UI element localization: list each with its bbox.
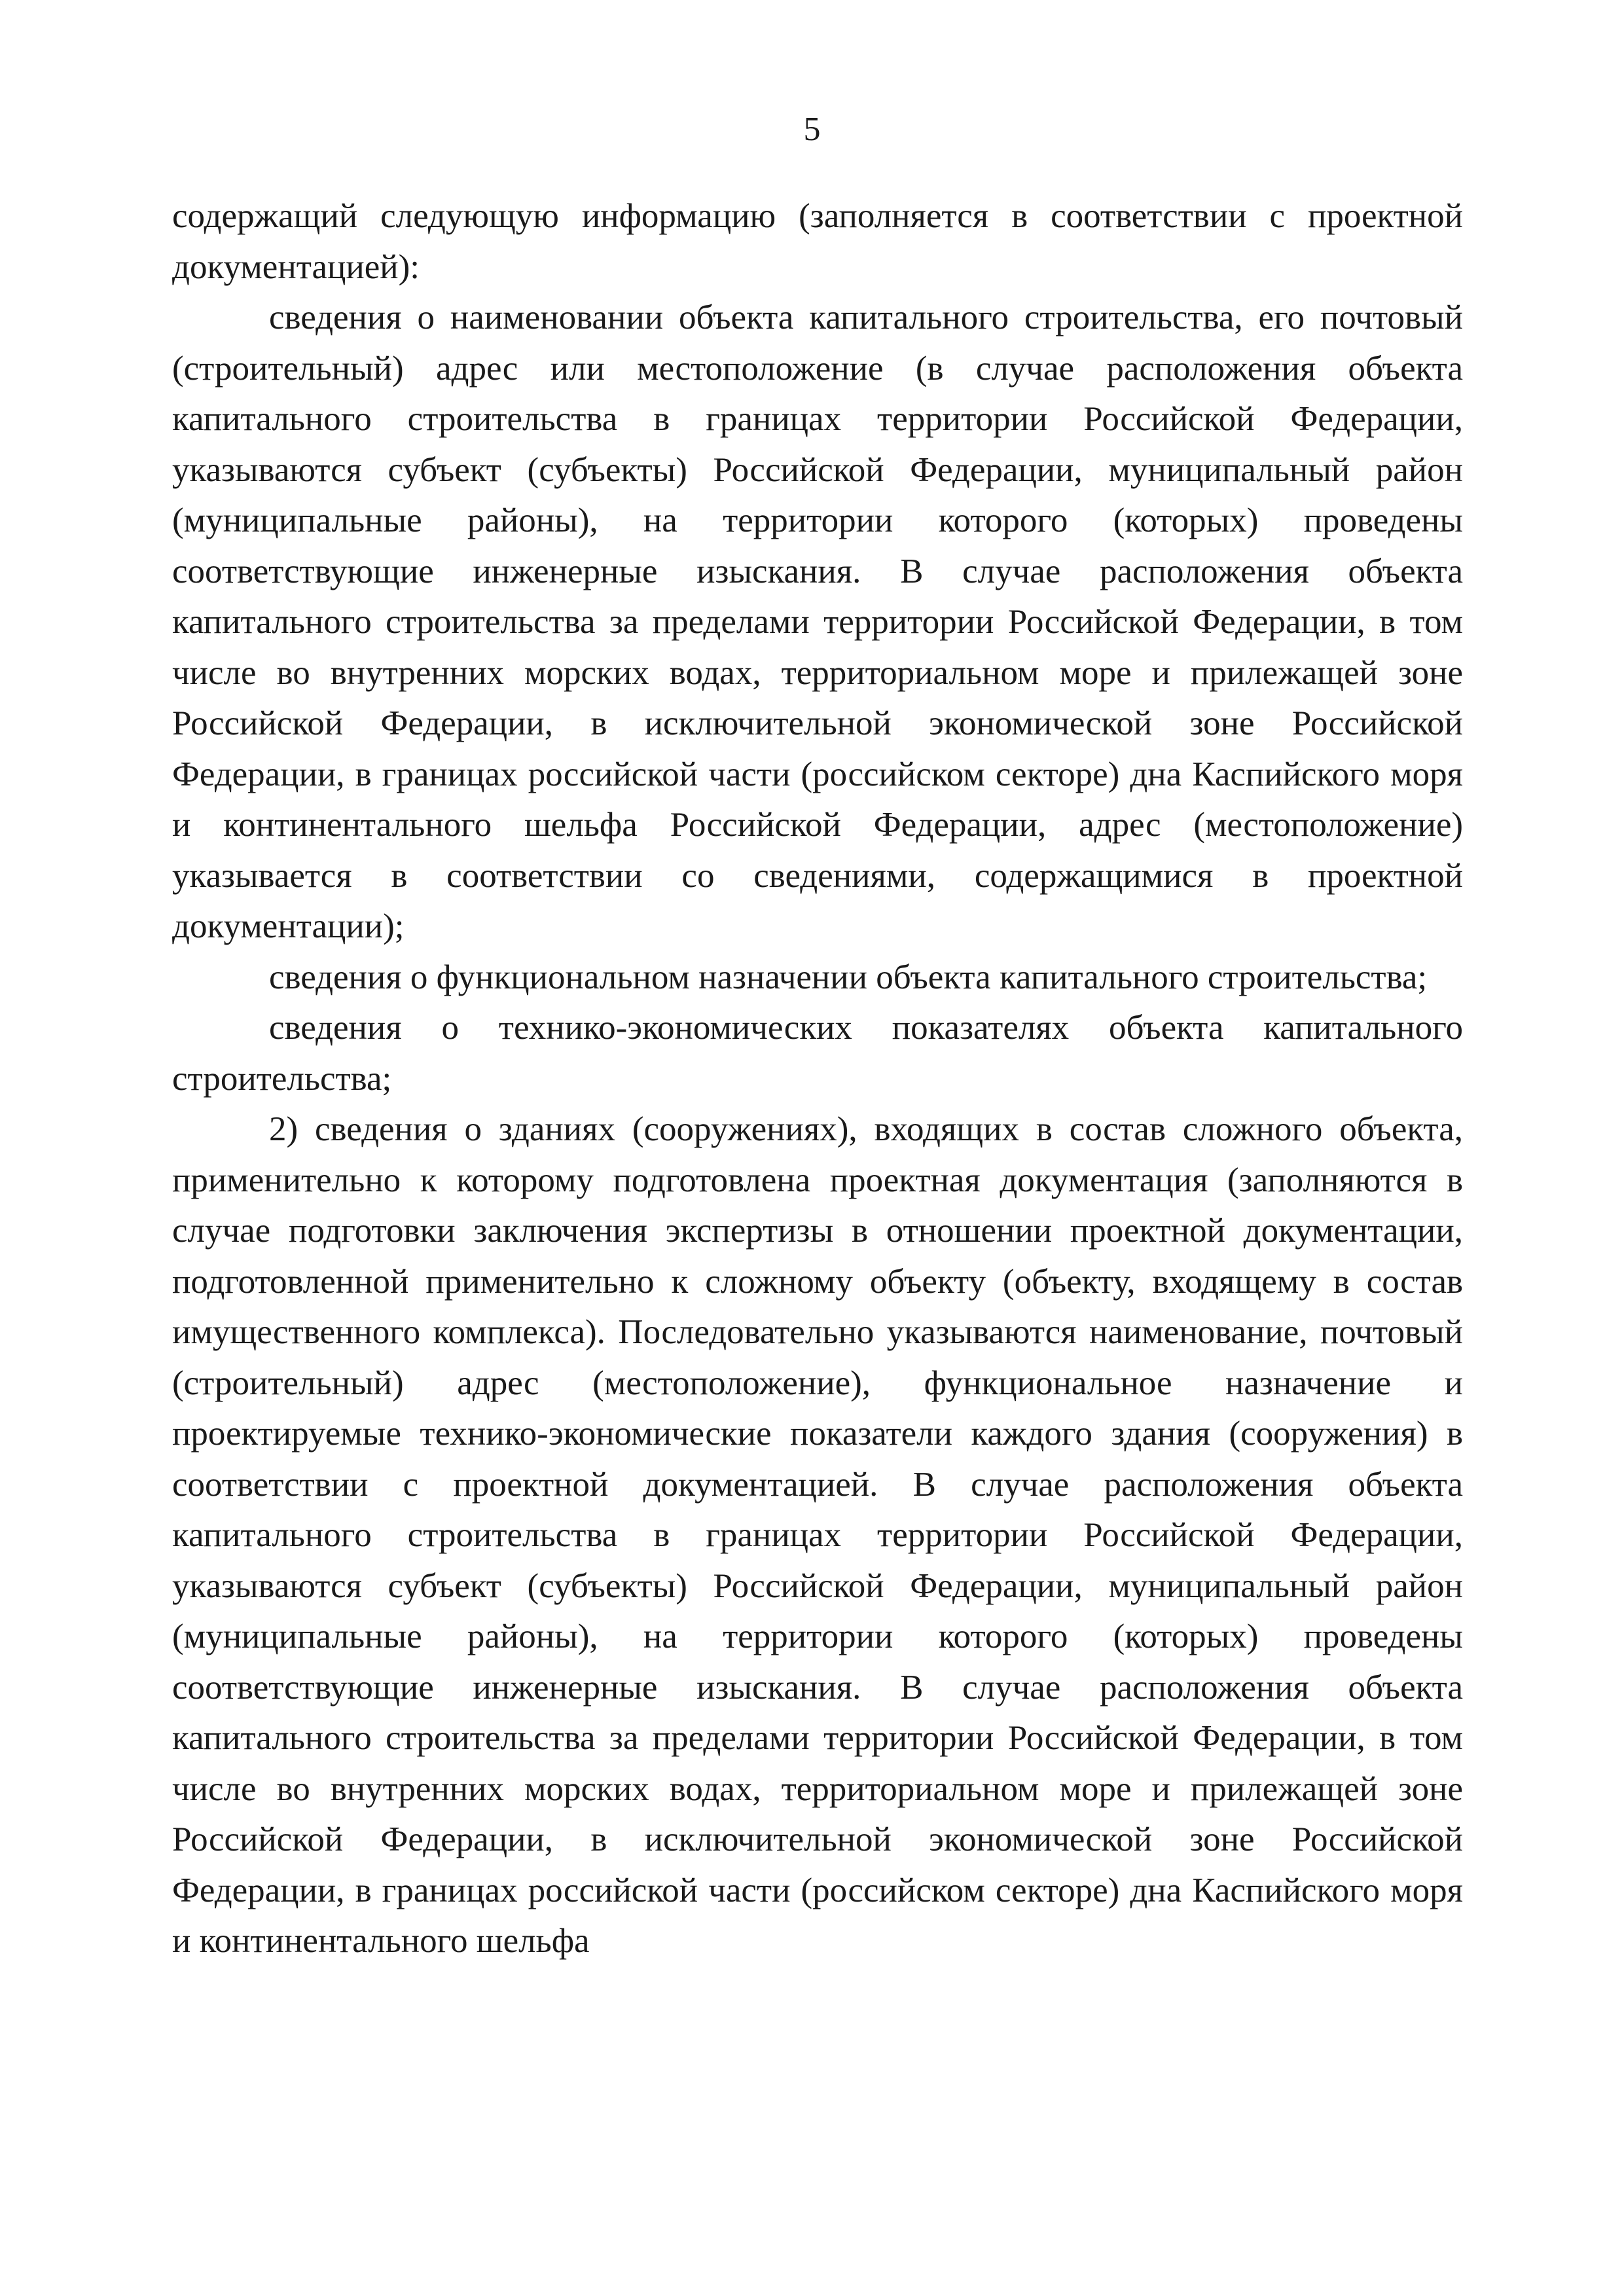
paragraph-functional-purpose: сведения о функциональном назначении объекта капитального строительства; bbox=[269, 958, 1428, 996]
page-number: 5 bbox=[803, 111, 821, 148]
paragraph-intro: содержащий следующую информацию (заполняется в соответствии с проектной документацией): bbox=[172, 197, 1463, 286]
paragraph-object-name-address: сведения о наименовании объекта капитального строительства, его почтовый (строительный) адрес или местоположение (в случае расположения объекта капитального строительства в границах территории Российской Федерации, указываются субъект (субъекты) Российской Федерации, муниципальный район (муниципальные районы), на территории которого (которых) проведены соответствующие инженерные изыскания. В случае расположения объекта капитального строительства за пределами территории Российской Федерации, в том числе во внутренних морских водах, территориальном море и прилежащей зоне Российской Федерации, в исключительной экономической зоне Российской Федерации, в границах российской части (российском секторе) дна Каспийского моря и континентального шельфа Российской Федерации, адрес (местоположение) указывается в соответствии со сведениями, содержащимися в проектной документации); bbox=[172, 298, 1463, 945]
document-body bbox=[172, 191, 1463, 1967]
paragraph-technical-economic-indicators: сведения о технико-экономических показателях объекта капитального строительства; bbox=[172, 1009, 1463, 1098]
paragraph-item-2-buildings: 2) сведения о зданиях (сооружениях), входящих в состав сложного объекта, применительно к которому подготовлена проектная документация (заполняются в случае подготовки заключения экспертизы в отношении проектной документации, подготовленной применительно к сложному объекту (объекту, входящему в состав имущественного комплекса). Последовательно указываются наименование, почтовый (строительный) адрес (местоположение), функциональное назначение и проектируемые технико-экономические показатели каждого здания (сооружения) в соответствии с проектной документацией. В случае расположения объекта капитального строительства в границах территории Российской Федерации, указываются субъект (субъекты) Российской Федерации, муниципальный район (муниципальные районы), на территории которого (которых) проведены соответствующие инженерные изыскания. В случае расположения объекта капитального строительства за пределами территории Российской Федерации, в том числе во внутренних морских водах, территориальном море и прилежащей зоне Российской Федерации, в исключительной экономической зоне Российской Федерации, в границах российской части (российском секторе) дна Каспийского моря и континентального шельфа bbox=[172, 1110, 1463, 1960]
